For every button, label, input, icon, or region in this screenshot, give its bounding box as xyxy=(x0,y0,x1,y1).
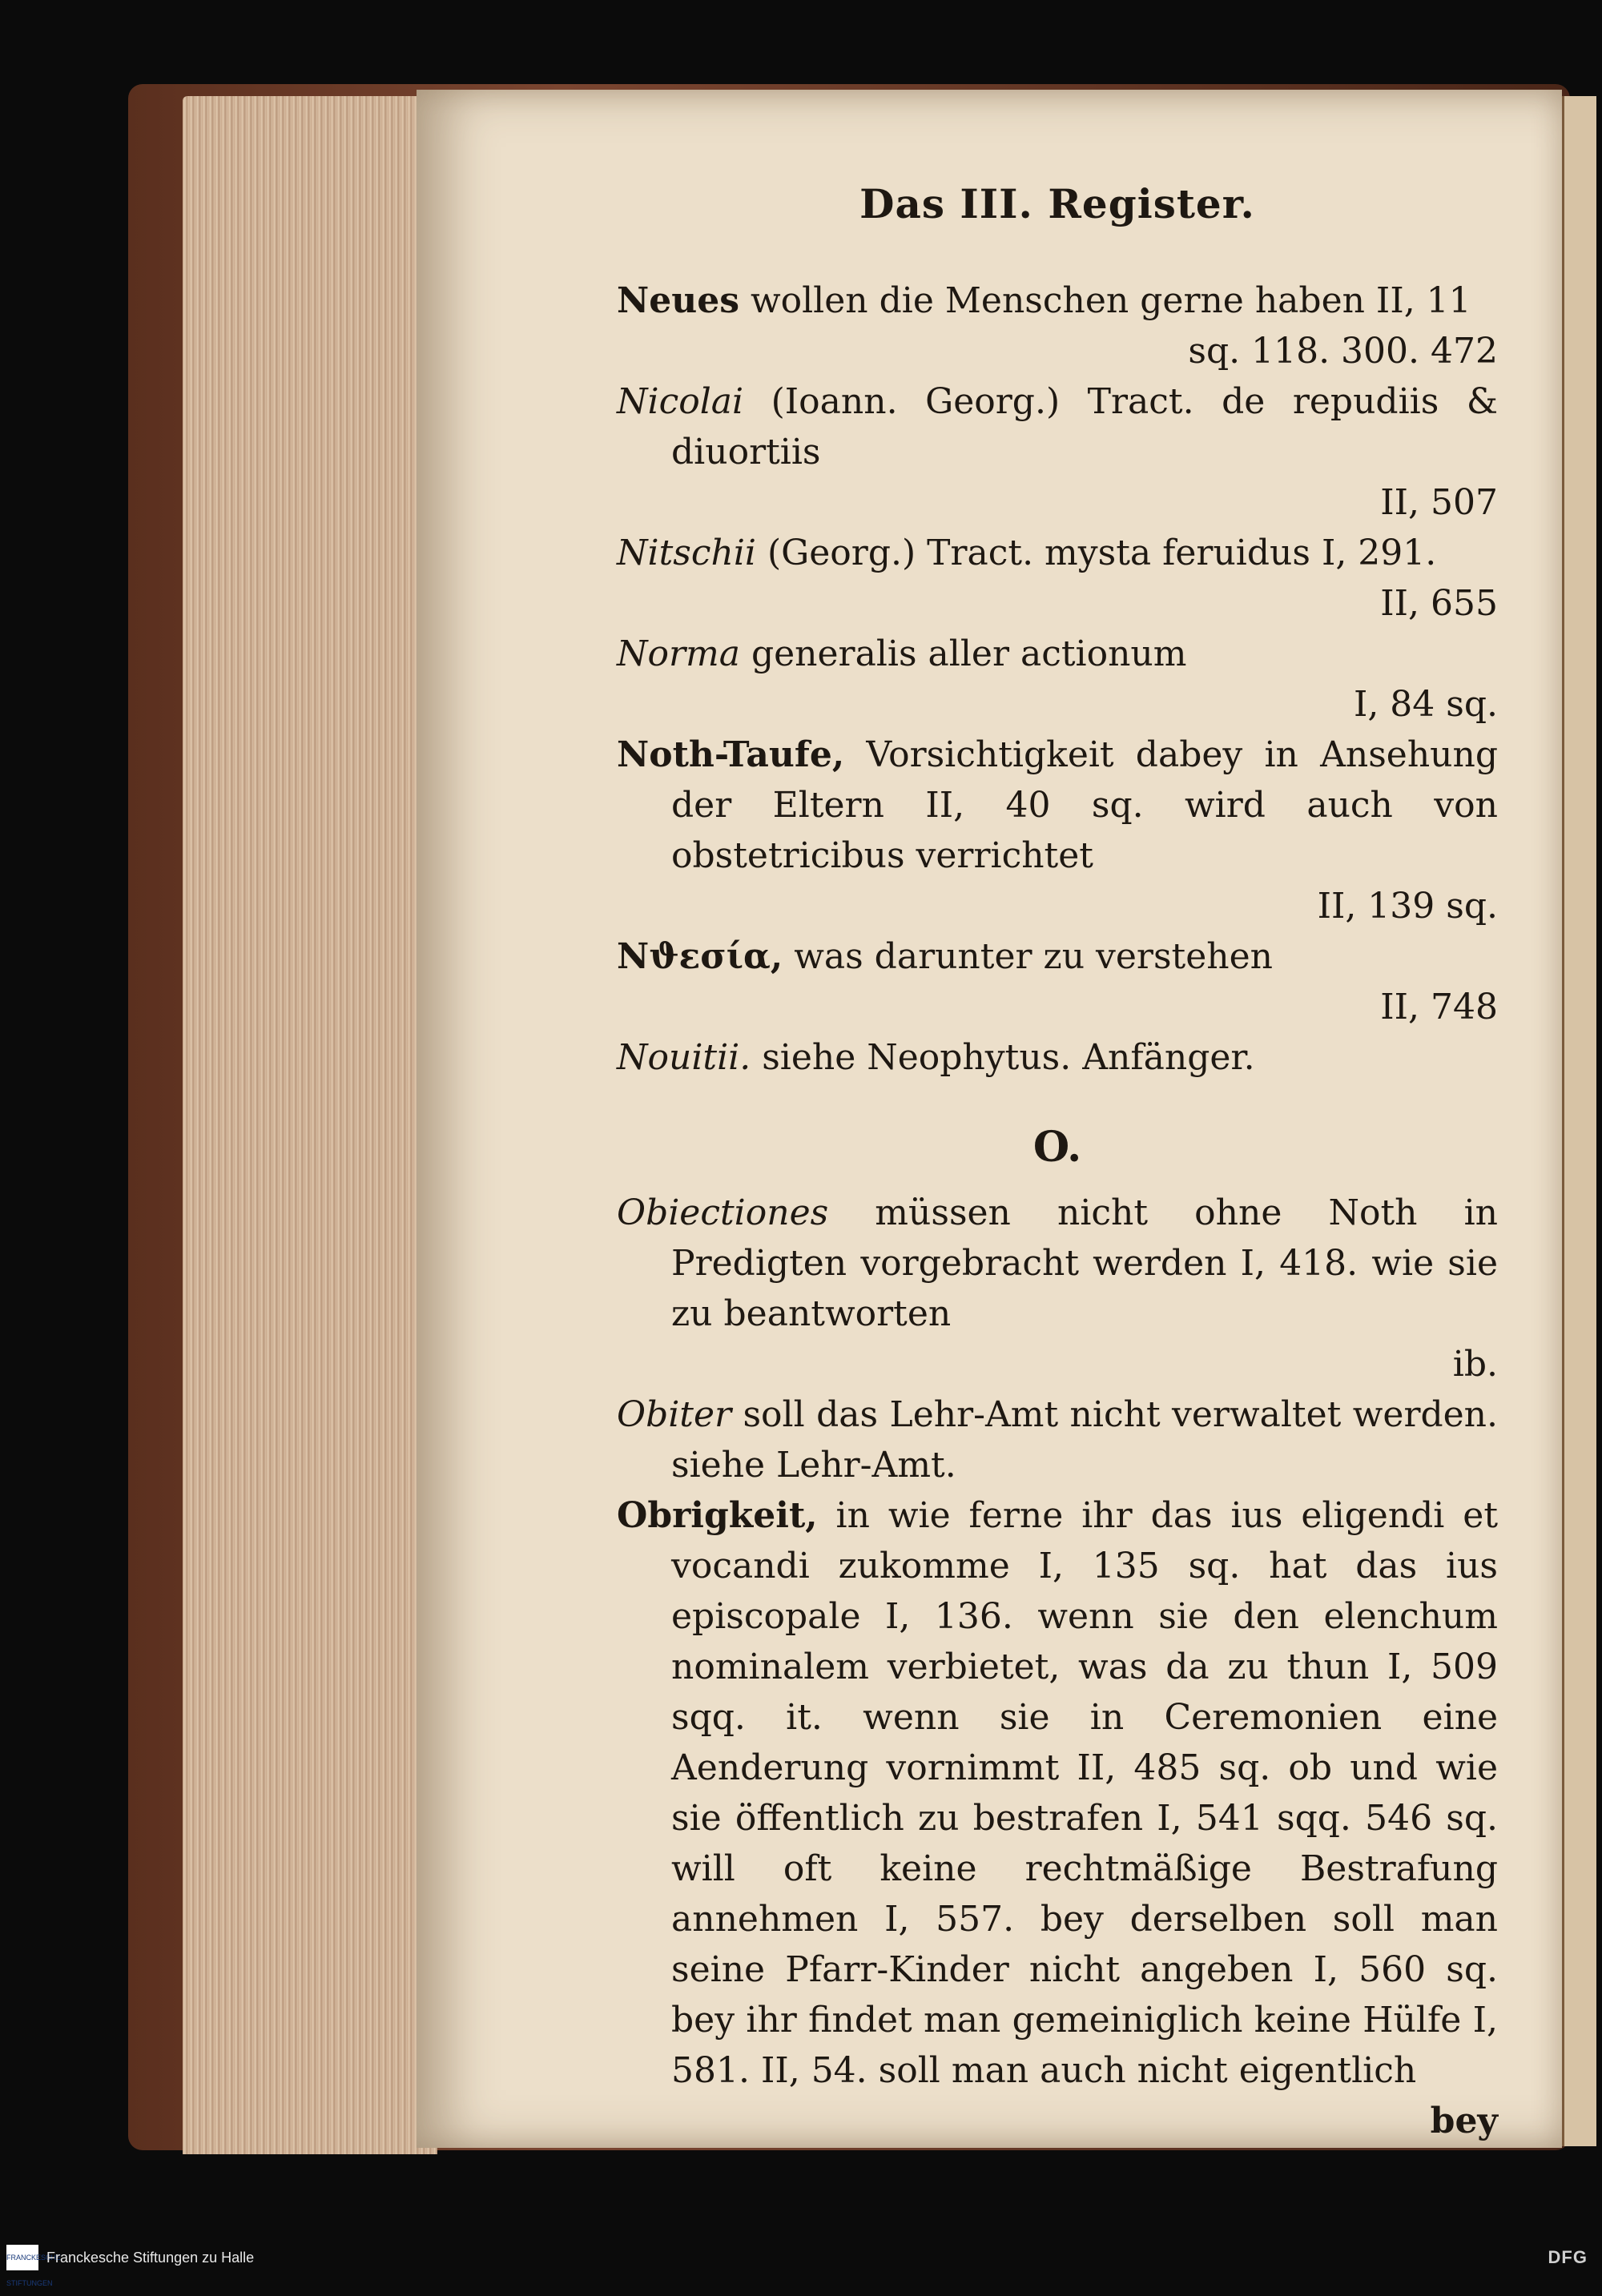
entry-headword: Obrigkeit, xyxy=(617,1495,818,1536)
funder-logo: DFG xyxy=(1548,2247,1588,2267)
index-entry xyxy=(617,1188,1498,1389)
index-entry xyxy=(617,1389,1498,1490)
next-page-edge xyxy=(1562,96,1596,2146)
page-text xyxy=(617,180,1498,2146)
index-entry xyxy=(617,275,1498,376)
section-letter: O. xyxy=(1032,1123,1082,1172)
institution-logo: FRANCKESCHE STIFTUNGEN xyxy=(6,2245,38,2270)
entries-n xyxy=(617,275,1498,1083)
index-entry xyxy=(617,1490,1498,2096)
index-entry xyxy=(617,629,1498,730)
entry-text: siehe Neophytus. Anfänger. xyxy=(751,1037,1255,1078)
entry-reference: I, 84 sq. xyxy=(1353,684,1498,725)
entry-text: in wie ferne ihr das ius eligendi et vocandi zukomme I, 135 sq. hat das ius episcopale I, 136. wenn sie den elenchum nominalem verbietet, was da zu thun I, 509 sqq. it. wenn sie in Ceremonien eine Aenderung vornimmt II, 485 sq. ob und wie sie öffentlich zu bestrafen I, 541 sqq. 546 sq. will oft keine rechtmäßige Bestrafung annehmen I, 557. bey derselben soll man seine Pfarr-Kinder nicht angeben I, 560 sq. bey ihr findet man gemeiniglich keine Hülfe I, 581. II, 54. soll man auch nicht eigentlich xyxy=(671,1495,1498,2091)
entry-headword: Norma xyxy=(617,633,740,674)
entries-o xyxy=(617,1188,1498,2096)
entry-text: (Ioann. Georg.) Tract. de repudiis & diuortiis xyxy=(671,381,1498,472)
entry-text: was darunter zu verstehen xyxy=(783,936,1273,977)
entry-text: müssen nicht ohne Noth in Predigten vorgebracht werden I, 418. wie sie zu beantworten xyxy=(671,1192,1498,1334)
entry-headword: Nouitii. xyxy=(617,1037,751,1078)
entry-text: Vorsichtigkeit dabey in Ansehung der Eltern II, 40 sq. wird auch von obstetricibus verrichtet xyxy=(671,734,1498,876)
index-entry xyxy=(617,528,1498,629)
index-entry xyxy=(617,376,1498,528)
entry-headword: Nitschii xyxy=(617,533,756,573)
page-edges xyxy=(183,96,437,2154)
entry-reference: II, 655 xyxy=(1380,583,1498,624)
entry-reference: sq. 118. 300. 472 xyxy=(1188,331,1498,372)
entry-headword: Neues xyxy=(617,280,739,321)
entry-headword: Obiter xyxy=(617,1394,732,1435)
entry-headword: Νϑεσία, xyxy=(617,936,783,977)
index-entry xyxy=(617,1032,1498,1083)
entry-text: generalis aller actionum xyxy=(739,633,1187,674)
institution-name: Franckesche Stiftungen zu Halle xyxy=(46,2250,255,2266)
entry-headword: Obiectiones xyxy=(617,1192,829,1233)
entry-headword: Nicolai xyxy=(617,381,744,422)
running-head: Das III. Register. xyxy=(859,180,1255,227)
index-entry xyxy=(617,931,1498,1032)
entry-text: soll das Lehr-Amt nicht verwaltet werden. siehe Lehr-Amt. xyxy=(671,1394,1498,1486)
catchword: bey xyxy=(1430,2101,1498,2141)
entry-headword: Noth-Taufe, xyxy=(617,734,845,775)
entry-reference: II, 507 xyxy=(1380,482,1498,523)
entry-reference: II, 748 xyxy=(1380,987,1498,1027)
index-entry xyxy=(617,730,1498,931)
entry-text: wollen die Menschen gerne haben II, 11 xyxy=(739,280,1471,321)
entry-reference: ib. xyxy=(1452,1344,1498,1385)
viewer-footer xyxy=(0,2241,1602,2287)
entry-reference: II, 139 sq. xyxy=(1317,886,1498,927)
entry-text: (Georg.) Tract. mysta feruidus I, 291. xyxy=(755,533,1437,573)
